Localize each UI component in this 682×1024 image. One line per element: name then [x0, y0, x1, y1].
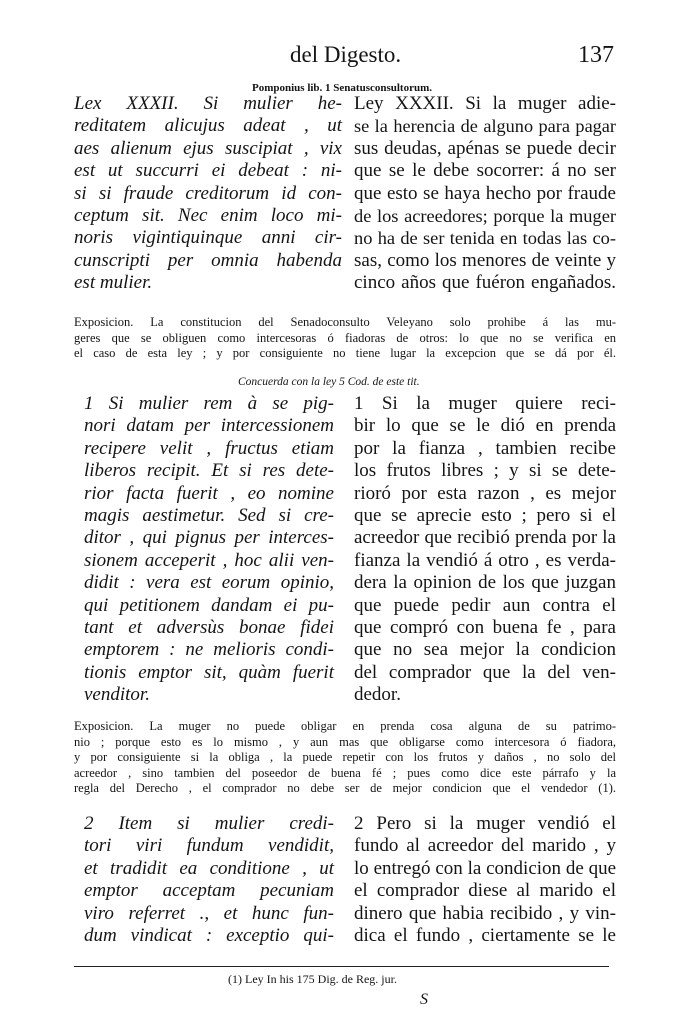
spanish-line: Ley XXXII. Si la muger adie-: [354, 93, 616, 114]
exposicion-note-2: [74, 719, 616, 797]
latin-line: sionem acceperit , hoc alii ven-: [84, 549, 334, 571]
spanish-line: que compró con buena fe , para: [354, 616, 616, 638]
spanish-line: que se le debe socorrer: á no ser: [354, 160, 616, 182]
spanish-line: de los acreedores; porque la muger: [354, 205, 616, 226]
spanish-line: sas, como los menores de veinte y: [354, 249, 616, 271]
latin-line: magis aestimetur. Sed si cre-: [84, 504, 334, 526]
spanish-line: fianza la vendió á otro , es verda-: [354, 549, 616, 571]
latin-line: si si fraude creditorum id con-: [74, 182, 342, 204]
spanish-line: 1 Si la muger quiere reci-: [354, 393, 616, 414]
spanish-line: del comprador que la del ven-: [354, 661, 616, 683]
latin-column-section-2: [84, 813, 334, 947]
note-line: Exposicion. La constitucion del Senadoconsulto Veleyano solo prohibe á las mu-: [74, 315, 616, 329]
spanish-line: el comprador diese al marido el: [354, 880, 616, 902]
latin-line: aes alienum ejus suscipiat , vix: [74, 137, 342, 159]
signature-mark: S: [420, 991, 428, 1008]
latin-line: rior facta fuerit , eo nomine: [84, 482, 334, 504]
latin-line: qui petitionem dandam ei pu-: [84, 594, 334, 616]
latin-line: noris vigintiquinque anni cir-: [74, 227, 342, 249]
spanish-line: lo entregó con la condicion de que: [354, 857, 616, 879]
latin-line: emptorem : ne melioris condi-: [84, 639, 334, 661]
latin-line: cunscripti per omnia habenda: [74, 249, 342, 271]
spanish-column-ley: [354, 93, 616, 295]
spanish-line: sus deudas, apénas se puede decir: [354, 137, 616, 159]
latin-line: viro referret ., et hunc fun-: [84, 902, 334, 924]
latin-line: 2 Item si mulier credi-: [84, 813, 334, 834]
latin-column-lex: [74, 93, 342, 295]
exposicion-note-1: [74, 315, 616, 362]
latin-line: dum vindicat : exceptio qui-: [84, 924, 334, 946]
spanish-line: que puede pedir aun contra el: [354, 594, 616, 616]
spanish-line: 2 Pero si la muger vendió el: [354, 813, 616, 834]
spanish-column-section-1: [354, 393, 616, 706]
note-line: nio ; porque esto es lo mismo , y aun mas que obligarse como intercesora ó fiadora,: [74, 734, 616, 749]
spanish-line: dera la opinion de los que juzgan: [354, 572, 616, 594]
spanish-line: se la herencia de alguno para pagar: [354, 116, 616, 137]
concordance-note: Concuerda con la ley 5 Cod. de este tit.: [238, 376, 420, 388]
spanish-line: no ha de ser tenida en todas las co-: [354, 228, 616, 249]
latin-line: venditor.: [84, 684, 150, 706]
latin-line: Lex XXXII. Si mulier he-: [74, 93, 342, 114]
note-line: el caso de esta ley ; y por consiguiente no tiene lugar la excepcion que se dá por él.: [74, 346, 616, 361]
footnote: (1) Ley In his 175 Dig. de Reg. jur.: [228, 972, 397, 986]
latin-line: et tradidit ea conditione , ut: [84, 857, 334, 879]
running-head: del Digesto.: [290, 42, 402, 67]
spanish-line: cinco años que fuéron engañados.: [354, 272, 616, 294]
spanish-line: por la fianza , tambien recibe: [354, 437, 616, 459]
latin-column-section-1: [84, 393, 334, 706]
latin-line: didit : vera est eorum opinio,: [84, 572, 334, 594]
author-citation: Pomponius lib. 1 Senatusconsultorum.: [252, 82, 433, 94]
latin-line: est mulier.: [74, 272, 153, 294]
latin-line: est ut succurri ei debeat : ni-: [74, 160, 342, 182]
note-line: y por consiguiente si la obliga , la puede repetir con los frutos y daños , no solo del: [74, 750, 616, 765]
latin-line: ceptum sit. Nec enim loco mi-: [74, 204, 342, 226]
note-line: geres que se obliguen como intercesoras ó fiadoras de otros: lo que no se verifica en: [74, 330, 616, 345]
spanish-column-section-2: [354, 813, 616, 947]
spanish-line: dedor.: [354, 684, 401, 706]
latin-line: tori viri fundum vendidit,: [84, 835, 334, 857]
latin-line: tant et adversùs bonae fidei: [84, 616, 334, 638]
note-line: regla del Derecho , el comprador no debe ser de mejor condicion que el vendedor (1).: [74, 781, 616, 796]
spanish-line: dinero que habia recibido , y vin-: [354, 902, 616, 924]
note-line: acreedor , sino tambien del poseedor de buena fé ; pues como dice este párrafo y la: [74, 765, 616, 780]
spanish-line: bir lo que se le dió en prenda: [354, 415, 616, 437]
spanish-line: que no sea mejor la condicion: [354, 639, 616, 661]
page-number: 137: [578, 42, 614, 68]
spanish-line: rioró por esta razon , es mejor: [354, 482, 616, 504]
spanish-line: acreedor que recibió prenda por la: [354, 527, 616, 549]
latin-line: ditor , qui pignus per interces-: [84, 527, 334, 549]
spanish-line: los frutos libres ; y si se dete-: [354, 460, 616, 482]
latin-line: tionis emptor sit, quàm fuerit: [84, 661, 334, 683]
latin-line: emptor acceptam pecuniam: [84, 880, 334, 902]
latin-line: liberos recipit. Et si res dete-: [84, 460, 334, 482]
spanish-line: que se aprecie esto ; pero si el: [354, 504, 616, 526]
latin-line: nori datam per intercessionem: [84, 415, 334, 437]
spanish-line: fundo al acreedor del marido , y: [354, 835, 616, 857]
latin-line: reditatem alicujus adeat , ut: [74, 115, 342, 137]
footnote-rule: [74, 966, 609, 967]
latin-line: 1 Si mulier rem à se pig-: [84, 393, 334, 414]
latin-line: recipere velit , fructus etiam: [84, 437, 334, 459]
spanish-line: dica el fundo , ciertamente se le: [354, 924, 616, 946]
spanish-line: que esto se haya hecho por fraude: [354, 182, 616, 204]
note-line: Exposicion. La muger no puede obligar en prenda cosa alguna de su patrimo-: [74, 719, 616, 733]
